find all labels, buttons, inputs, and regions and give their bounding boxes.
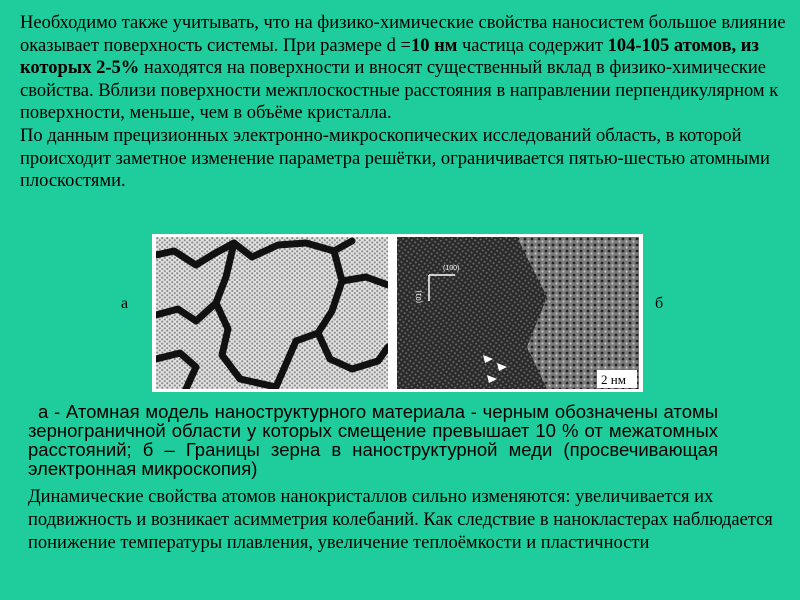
micrograph-illustration xyxy=(397,237,639,389)
atoms-count: 104-105 атомов, из которых 2-5% xyxy=(20,35,759,79)
dynamics-paragraph: Динамические свойства атомов нанокристаллов сильно изменяются: увеличивается их подвижность и возникает асимметрия колебаний. Как следствие в нанокластерах наблюдается понижение температуры плавления, увеличение теплоёмкости и пластичности xyxy=(28,487,773,553)
axis-label-top: (100) xyxy=(443,265,460,272)
figure-caption: а - Атомная модель наноструктурного материала - черным обозначены атомы зернограничной области у которых смещение превышает 10 % от межатомных расстояний; б – Границы зерна в наноструктурной меди (просвечивающая электронная микроскопия) xyxy=(28,401,718,479)
intro-paragraph xyxy=(20,12,790,193)
intro-text-4: По данным прецизионных электронно-микроскопических исследований область, в которой происходит заметное изменение параметра решётки, ограничивается пятью-шестью атомными плоскостями. xyxy=(20,125,770,192)
figure-images xyxy=(152,234,643,392)
figure-label-b: б xyxy=(655,295,664,312)
atomic-model-illustration xyxy=(156,237,388,389)
atomic-model-image xyxy=(156,237,388,389)
size-value: 10 нм xyxy=(410,35,458,56)
scale-bar-label: 2 нм xyxy=(601,372,626,387)
intro-text-3: находятся на поверхности и вносят существенный вклад в физико-химические свойства. Вблизи поверхности межплоскостные расстояния в направлении перпендикулярном к поверхности, меньше, чем в объёме кристалла. xyxy=(20,58,779,124)
intro-text-1: Необходимо также учитывать, что на физико-химические свойства наносистем большое влияние оказывает поверхность системы. При размере d = xyxy=(20,13,786,56)
tem-micrograph-image xyxy=(397,237,639,389)
axis-label-side: (01) xyxy=(416,290,423,303)
intro-text-2: частица содержит xyxy=(457,35,608,56)
figure-label-a: а xyxy=(121,295,129,312)
